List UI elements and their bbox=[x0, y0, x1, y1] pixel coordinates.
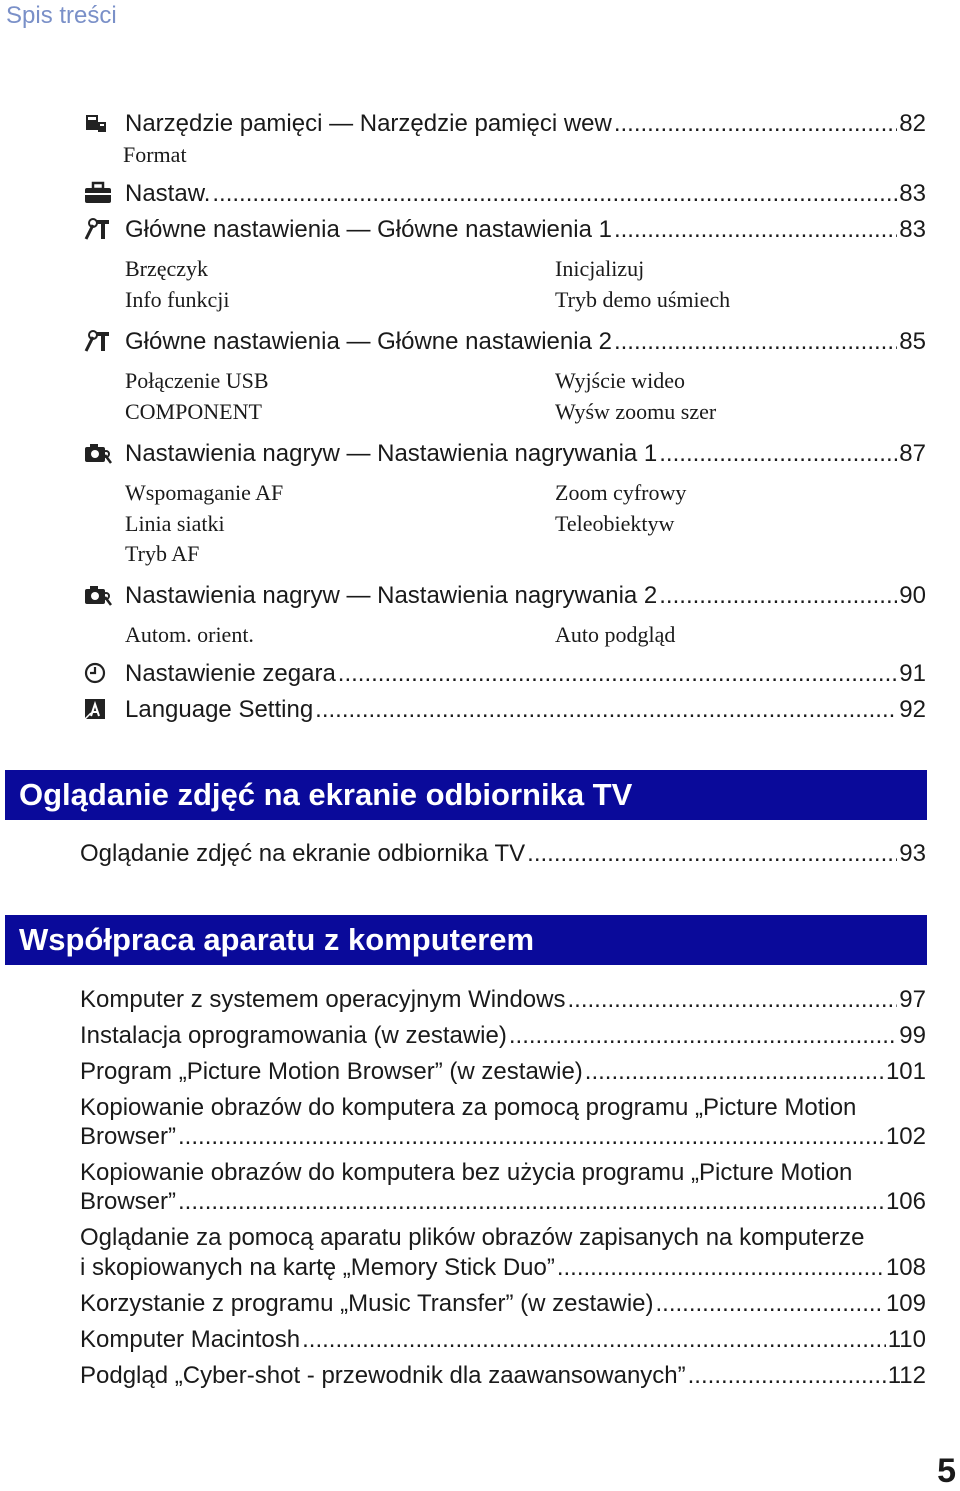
dot-leader bbox=[338, 660, 898, 688]
dot-leader bbox=[212, 180, 897, 208]
entry-title: Nastaw. bbox=[125, 180, 211, 207]
toc-entry[interactable] bbox=[80, 840, 926, 868]
entry-page: 85 bbox=[899, 328, 926, 355]
wrench-icon bbox=[83, 329, 113, 353]
sub-item: Tryb demo uśmiech bbox=[555, 287, 731, 312]
sub-item: Auto podgląd bbox=[555, 622, 676, 647]
camera-settings-icon bbox=[83, 583, 113, 607]
dot-leader bbox=[315, 696, 897, 724]
sub-item: Połączenie USB bbox=[125, 368, 269, 393]
toc-entry[interactable] bbox=[80, 1326, 926, 1354]
toc-entry[interactable] bbox=[80, 1058, 926, 1086]
section-header bbox=[5, 770, 927, 820]
dot-leader bbox=[614, 328, 897, 356]
dot-leader bbox=[302, 1326, 886, 1354]
toc-entry[interactable] bbox=[80, 1290, 926, 1318]
entry-title-line1[interactable]: Kopiowanie obrazów do komputera za pomocą programu „Picture Motion bbox=[80, 1094, 857, 1121]
dot-leader bbox=[659, 582, 897, 610]
entry-title: Podgląd „Cyber-shot - przewodnik dla zaawansowanych” bbox=[80, 1362, 686, 1389]
entry-title: Nastawienia nagryw — Nastawienia nagrywania 2 bbox=[125, 582, 658, 609]
entry-title: Główne nastawienia — Główne nastawienia 1 bbox=[125, 216, 612, 243]
toc-entry-language-setting[interactable] bbox=[125, 696, 926, 724]
dot-leader bbox=[614, 216, 897, 244]
toc-entry[interactable] bbox=[80, 1254, 926, 1282]
entry-page: 83 bbox=[899, 216, 926, 243]
toc-entry[interactable] bbox=[80, 1362, 926, 1390]
page-number: 5 bbox=[937, 1452, 956, 1490]
entry-title-line2: i skopiowanych na kartę „Memory Stick Duo” bbox=[80, 1254, 555, 1281]
sub-item: COMPONENT bbox=[125, 399, 262, 424]
toc-entry-recording-settings-2[interactable] bbox=[125, 582, 926, 610]
dot-leader bbox=[178, 1123, 884, 1151]
sub-item: Linia siatki bbox=[125, 511, 225, 536]
sub-item: Zoom cyfrowy bbox=[555, 480, 687, 505]
entry-page: 109 bbox=[885, 1290, 926, 1317]
entry-page: 91 bbox=[899, 660, 926, 687]
dot-leader bbox=[567, 986, 897, 1014]
dot-leader bbox=[585, 1058, 884, 1086]
entry-title-line1[interactable]: Oglądanie za pomocą aparatu plików obrazów zapisanych na komputerze bbox=[80, 1224, 865, 1251]
toolbox-icon bbox=[83, 181, 113, 205]
entry-page: 92 bbox=[899, 696, 926, 723]
entry-title: Oglądanie zdjęć na ekranie odbiornika TV bbox=[80, 840, 526, 867]
dot-leader bbox=[178, 1188, 884, 1216]
toc-entry[interactable] bbox=[80, 1188, 926, 1216]
section-title: Współpraca aparatu z komputerem bbox=[19, 922, 535, 957]
toc-entry[interactable] bbox=[80, 1123, 926, 1151]
entry-page: 108 bbox=[885, 1254, 926, 1281]
sub-item: Autom. orient. bbox=[125, 622, 254, 647]
entry-page: 90 bbox=[899, 582, 926, 609]
dot-leader bbox=[527, 840, 897, 868]
toc-entry-main-settings-2[interactable] bbox=[125, 328, 926, 356]
entry-page: 102 bbox=[885, 1123, 926, 1150]
toc-entry[interactable] bbox=[80, 1022, 926, 1050]
entry-title: Nastawienie zegara bbox=[125, 660, 336, 687]
sub-item: Tryb AF bbox=[125, 541, 200, 566]
entry-title-line2: Browser” bbox=[80, 1188, 177, 1215]
dot-leader bbox=[656, 1290, 884, 1318]
entry-title: Korzystanie z programu „Music Transfer” (w zestawie) bbox=[80, 1290, 654, 1317]
dot-leader bbox=[557, 1254, 884, 1282]
toc-entry-setup[interactable] bbox=[125, 180, 926, 208]
entry-page: 106 bbox=[885, 1188, 926, 1215]
entry-title: Komputer z systemem operacyjnym Windows bbox=[80, 986, 566, 1013]
entry-title-line1[interactable]: Kopiowanie obrazów do komputera bez użycia programu „Picture Motion bbox=[80, 1159, 853, 1186]
section-title: Oglądanie zdjęć na ekranie odbiornika TV bbox=[19, 777, 633, 812]
toc-link[interactable]: Spis treści bbox=[6, 2, 117, 29]
sub-item: Wyjście wideo bbox=[555, 368, 686, 393]
toc-entry-memory-tool[interactable] bbox=[125, 110, 926, 138]
entry-title: Language Setting bbox=[125, 696, 314, 723]
sub-item: Wyśw zoomu szer bbox=[555, 399, 717, 424]
toc-entry[interactable] bbox=[80, 986, 926, 1014]
entry-page: 112 bbox=[887, 1362, 926, 1389]
entry-title: Nastawienia nagryw — Nastawienia nagrywania 1 bbox=[125, 440, 658, 467]
toc-entry-clock-set[interactable] bbox=[125, 660, 926, 688]
entry-page: 99 bbox=[899, 1022, 926, 1049]
entry-page: 82 bbox=[899, 110, 926, 137]
sub-item: Brzęczyk bbox=[125, 256, 209, 281]
entry-page: 83 bbox=[899, 180, 926, 207]
toc-entry-recording-settings-1[interactable] bbox=[125, 440, 926, 468]
dot-leader bbox=[688, 1362, 886, 1390]
section-header bbox=[5, 915, 927, 965]
entry-title-line2: Browser” bbox=[80, 1123, 177, 1150]
entry-page: 87 bbox=[899, 440, 926, 467]
dot-leader bbox=[614, 110, 897, 138]
entry-page: 97 bbox=[899, 986, 926, 1013]
sub-item: Wspomaganie AF bbox=[125, 480, 284, 505]
dot-leader bbox=[509, 1022, 897, 1050]
sub-item: Inicjalizuj bbox=[555, 256, 645, 281]
entry-title: Program „Picture Motion Browser” (w zestawie) bbox=[80, 1058, 583, 1085]
entry-title: Komputer Macintosh bbox=[80, 1326, 301, 1353]
entry-title: Narzędzie pamięci — Narzędzie pamięci wew bbox=[125, 110, 612, 137]
entry-title: Główne nastawienia — Główne nastawienia 2 bbox=[125, 328, 612, 355]
clock-icon bbox=[83, 661, 113, 685]
memory-tool-icon bbox=[83, 112, 113, 136]
camera-settings-icon bbox=[83, 441, 113, 465]
language-icon bbox=[83, 697, 113, 721]
sub-item: Info funkcji bbox=[125, 287, 230, 312]
entry-page: 101 bbox=[885, 1058, 926, 1085]
sub-item: Teleobiektyw bbox=[555, 511, 675, 536]
wrench-icon bbox=[83, 217, 113, 241]
toc-entry-main-settings-1[interactable] bbox=[125, 216, 926, 244]
entry-page: 110 bbox=[887, 1326, 926, 1353]
entry-title: Instalacja oprogramowania (w zestawie) bbox=[80, 1022, 507, 1049]
sub-item: Format bbox=[123, 142, 187, 167]
dot-leader bbox=[659, 440, 897, 468]
entry-page: 93 bbox=[899, 840, 926, 867]
